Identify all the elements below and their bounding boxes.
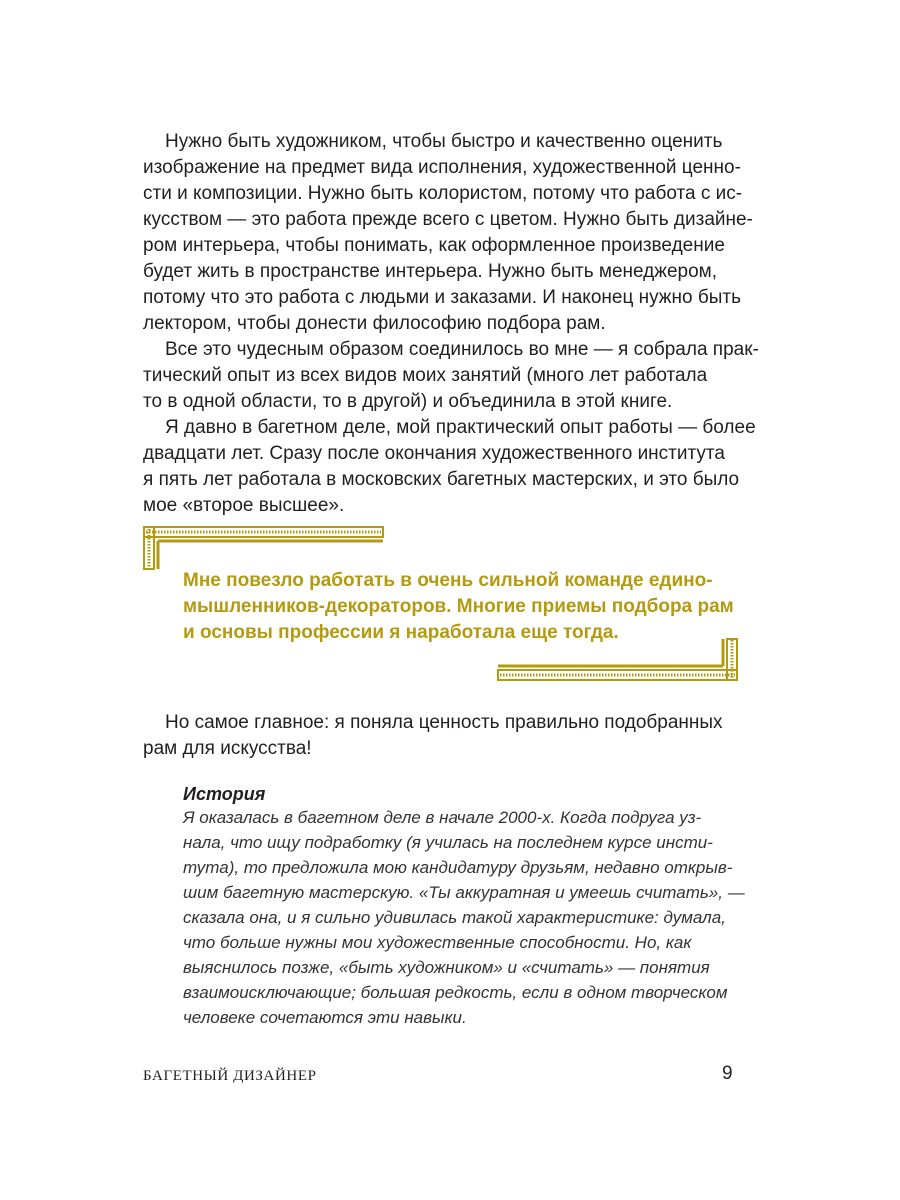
- story-heading: История: [183, 784, 266, 804]
- quote-line: и основы профессии я наработала еще тогда.: [183, 622, 619, 643]
- quote-line: Мне повезло работать в очень сильной команде едино-: [183, 570, 713, 591]
- body-line: будет жить в пространстве интерьера. Нужно быть менеджером,: [143, 261, 717, 282]
- body-line: потому что это работа с людьми и заказами. И наконец нужно быть: [143, 287, 741, 308]
- story-line: взаимоисключающие; большая редкость, если в одном творческом: [183, 983, 728, 1002]
- body-line: кусством — это работа прежде всего с цветом. Нужно быть дизайне-: [143, 209, 753, 230]
- body-line: сти и композиции. Нужно быть колористом, потому что работа с ис-: [143, 183, 743, 204]
- body-line: я пять лет работала в московских багетных мастерских, и это было: [143, 469, 740, 490]
- story-line: человеке сочетаются эти навыки.: [183, 1008, 467, 1027]
- body-line: лектором, чтобы донести философию подбора рам.: [143, 313, 606, 334]
- body-line: Я давно в багетном деле, мой практический опыт работы — более: [165, 417, 756, 438]
- story-line: тута), то предложила мою кандидатуру друзьям, недавно открыв-: [183, 858, 733, 877]
- frame-corner-ornament-bottom-right: [497, 638, 739, 682]
- page-number: 9: [722, 1063, 733, 1084]
- body-line: ром интерьера, чтобы понимать, как оформленное произведение: [143, 235, 725, 256]
- running-footer-book-title: БАГЕТНЫЙ ДИЗАЙНЕР: [143, 1068, 317, 1084]
- body-line: двадцати лет. Сразу после окончания художественного института: [143, 443, 725, 464]
- frame-corner-ornament-top-left: [143, 526, 385, 570]
- story-line: нала, что ищу подработку (я училась на последнем курсе инсти-: [183, 833, 713, 852]
- body-line: тический опыт из всех видов моих занятий (много лет работала: [143, 365, 708, 386]
- story-line: Я оказалась в багетном деле в начале 2000-х. Когда подруга уз-: [183, 808, 702, 827]
- story-line: шим багетную мастерскую. «Ты аккуратная и умеешь считать», —: [183, 883, 745, 902]
- body-line: мое «второе высшее».: [143, 495, 345, 516]
- body-line: изображение на предмет вида исполнения, художественной ценно-: [143, 157, 741, 178]
- quote-line: мышленников-декораторов. Многие приемы подбора рам: [183, 596, 734, 617]
- story-line: выяснилось позже, «быть художником» и «считать» — понятия: [183, 958, 710, 977]
- body-line: Все это чудесным образом соединилось во мне — я собрала прак-: [165, 339, 759, 360]
- body-line: то в одной области, то в другой) и объединила в этой книге.: [143, 391, 673, 412]
- story-line: что больше нужны мои художественные способности. Но, как: [183, 933, 692, 952]
- body-line: Нужно быть художником, чтобы быстро и качественно оценить: [165, 131, 723, 152]
- body-line: рам для искусства!: [143, 738, 312, 759]
- story-line: сказала она, и я сильно удивилась такой характеристике: думала,: [183, 908, 726, 927]
- body-line: Но самое главное: я поняла ценность правильно подобранных: [165, 712, 723, 733]
